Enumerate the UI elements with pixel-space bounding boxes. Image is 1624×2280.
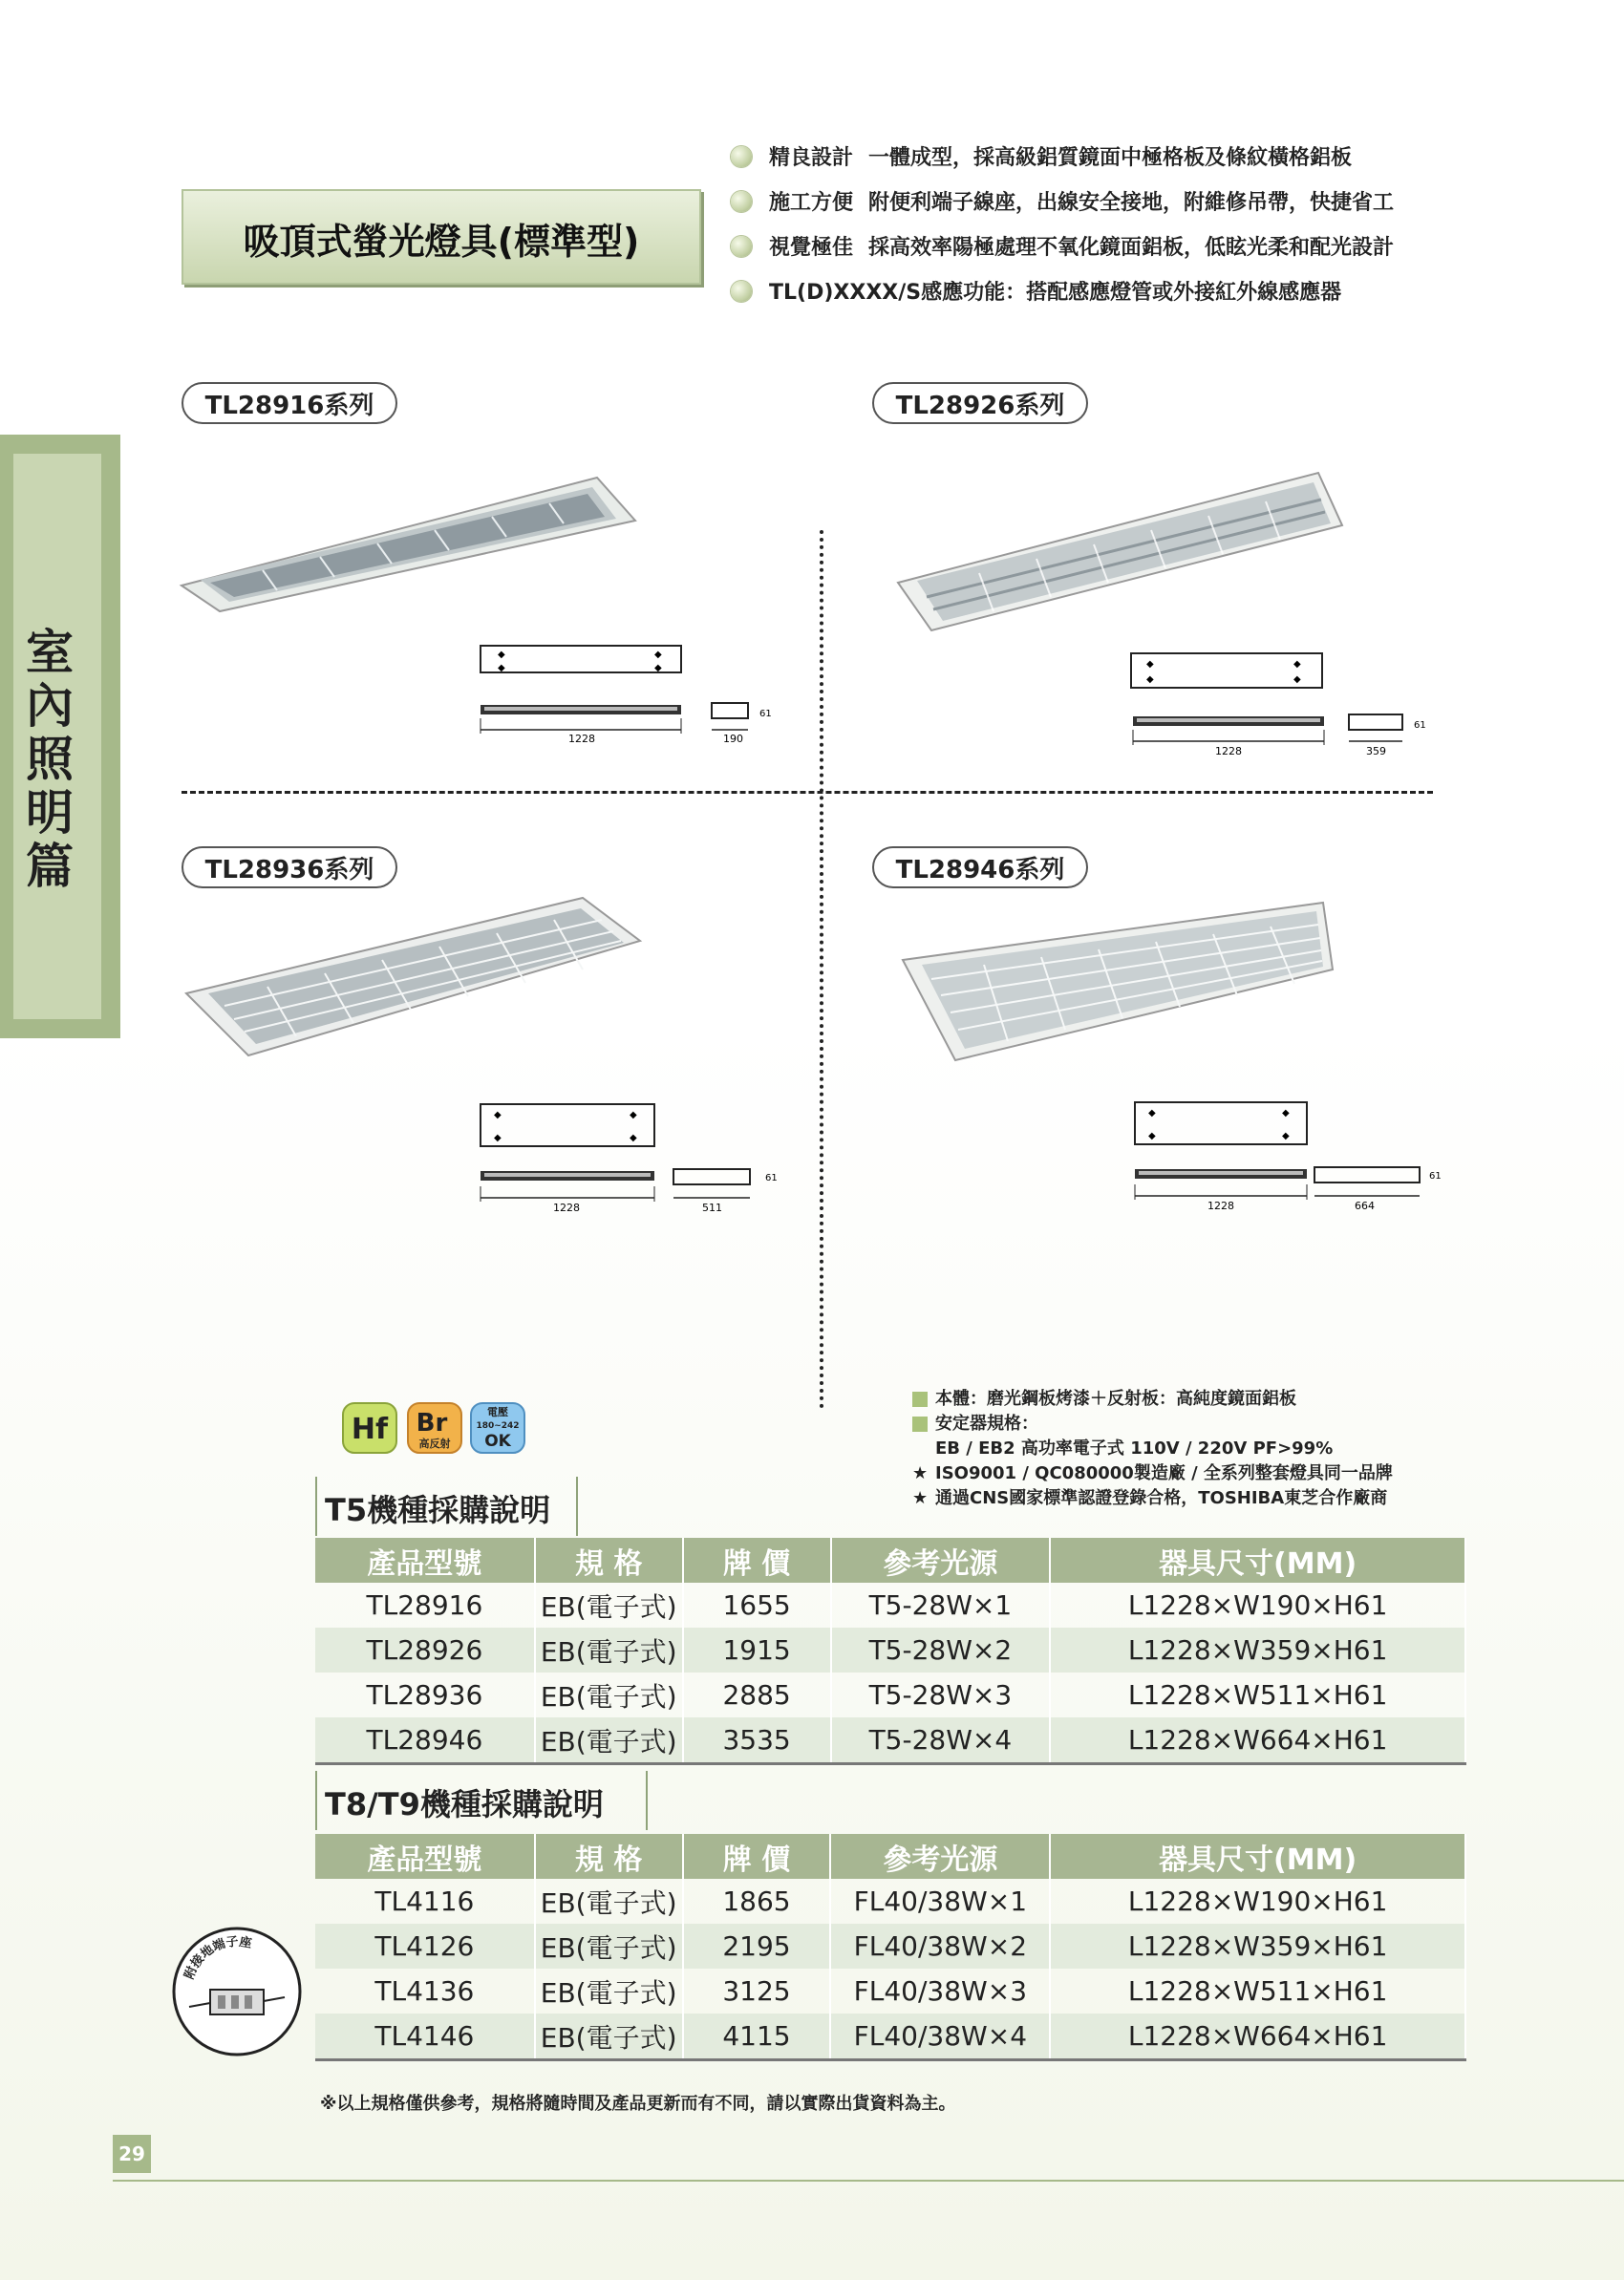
feature-text: 採高效率陽極處理不氧化鏡面鋁板，低眩光柔和配光設計 — [868, 236, 1395, 260]
fixture-image-tl28936 — [182, 893, 650, 1060]
cell-price: 3125 — [683, 1969, 831, 2014]
table-header-row — [315, 1834, 1465, 1879]
table-row — [315, 2014, 1465, 2060]
fixture-image-tl28916 — [177, 473, 645, 616]
cell-lamp: FL40/38W×1 — [830, 1879, 1050, 1924]
cell-spec: EB(電子式) — [535, 1673, 683, 1717]
horizontal-divider — [182, 791, 1433, 794]
series-label-tl28946: TL28946系列 — [872, 846, 1088, 888]
cell-price: 2885 — [683, 1673, 831, 1717]
br-badge-sub: 高反射 — [418, 1438, 451, 1450]
feature-text: 附便利端子線座，出線安全接地，附維修吊帶，快捷省工 — [868, 191, 1395, 215]
footnote: ※以上規格僅供參考，規格將隨時間及產品更新而有不同，請以實際出貨資料為主。 — [320, 2094, 956, 2114]
bullet-icon — [731, 146, 752, 167]
dim-length: 1228 — [1215, 745, 1242, 757]
cell-lamp: FL40/38W×2 — [830, 1924, 1050, 1969]
col-header-size: 器具尺寸(MM) — [1050, 1834, 1465, 1879]
cell-lamp: T5-28W×4 — [831, 1717, 1051, 1764]
side-tab-label — [25, 626, 75, 893]
t8-spec-table — [315, 1834, 1466, 2061]
title-left-rule — [315, 1771, 317, 1830]
cell-spec: EB(電子式) — [535, 1969, 683, 2014]
col-header-spec: 規 格 — [535, 1834, 683, 1879]
page-title-box — [182, 189, 701, 285]
t5-section-title-text: T5機種採購說明 — [325, 1492, 551, 1528]
cell-model: TL4116 — [315, 1879, 535, 1924]
spec-notes — [912, 1387, 1600, 1511]
cell-price: 4115 — [683, 2014, 831, 2060]
voltage-badge-ok: OK — [484, 1432, 511, 1451]
table-row — [315, 1673, 1465, 1717]
spec-note-text: 安定器規格： — [935, 1414, 1038, 1434]
col-header-model: 產品型號 — [315, 1538, 535, 1583]
col-header-lamp: 參考光源 — [830, 1834, 1050, 1879]
feature-text: TL(D)XXXX/S感應功能：搭配感應燈管或外接紅外線感應器 — [769, 281, 1342, 305]
dim-width: 190 — [723, 733, 743, 745]
vertical-divider — [820, 530, 823, 1409]
page-title: 吸頂式螢光燈具(標準型) — [243, 221, 640, 263]
cell-model: TL28926 — [315, 1628, 535, 1673]
side-tab-char: 照 — [26, 732, 74, 787]
series-label-tl28926: TL28926系列 — [872, 382, 1088, 424]
spec-note-text: 通過CNS國家標準認證登錄合格，TOSHIBA東芝合作廠商 — [935, 1488, 1388, 1508]
feature-item — [731, 224, 1591, 268]
feature-label: 精良設計 — [769, 146, 854, 170]
svg-text:◆: ◆ — [1146, 659, 1154, 670]
bullet-icon — [731, 236, 752, 257]
table-row — [315, 1717, 1465, 1764]
t8-section-title-text: T8/T9機種採購說明 — [325, 1786, 604, 1822]
cell-lamp: FL40/38W×3 — [830, 1969, 1050, 2014]
dim-height: 61 — [1429, 1171, 1442, 1182]
cell-spec: EB(電子式) — [535, 1924, 683, 1969]
fixture-image-tl28946 — [898, 898, 1347, 1065]
hf-badge-icon — [342, 1402, 397, 1454]
terminal-block-stamp-icon — [170, 1925, 304, 2058]
dim-height: 61 — [759, 709, 772, 719]
hf-badge-text: Hf — [351, 1413, 389, 1446]
cell-size: L1228×W511×H61 — [1050, 1969, 1465, 2014]
cell-size: L1228×W359×H61 — [1050, 1924, 1465, 1969]
bullet-icon — [731, 281, 752, 302]
svg-text:◆: ◆ — [1148, 1131, 1156, 1141]
spec-note-row — [912, 1412, 1600, 1437]
cell-model: TL28936 — [315, 1673, 535, 1717]
stamp-text: 附接地端子座 — [182, 1934, 253, 1982]
col-header-size: 器具尺寸(MM) — [1050, 1538, 1465, 1583]
dimension-drawing-tl28926 — [1127, 650, 1452, 764]
star-icon: ★ — [912, 1488, 929, 1508]
feature-list — [731, 134, 1591, 313]
cell-size: L1228×W511×H61 — [1050, 1673, 1465, 1717]
cell-size: L1228×W359×H61 — [1050, 1628, 1465, 1673]
bullet-icon — [731, 191, 752, 212]
dim-length: 1228 — [1207, 1200, 1234, 1212]
table-row — [315, 1583, 1465, 1628]
cell-price: 2195 — [683, 1924, 831, 1969]
cell-spec: EB(電子式) — [535, 1583, 683, 1628]
svg-text:◆: ◆ — [1148, 1108, 1156, 1119]
spec-note-row — [912, 1461, 1600, 1486]
svg-text:◆: ◆ — [494, 1110, 502, 1120]
spec-note-row — [912, 1437, 1600, 1461]
svg-text:◆: ◆ — [494, 1133, 502, 1143]
feature-label: 視覺極佳 — [769, 236, 854, 260]
dim-height: 61 — [1414, 720, 1426, 731]
series-label-tl28916: TL28916系列 — [182, 382, 397, 424]
title-left-rule — [315, 1477, 317, 1536]
br-badge-text: Br — [416, 1409, 448, 1438]
cell-size: L1228×W190×H61 — [1050, 1879, 1465, 1924]
col-header-price: 牌 價 — [683, 1834, 831, 1879]
voltage-badge-icon — [470, 1402, 525, 1454]
dimension-drawing-tl28916 — [473, 642, 798, 756]
dimension-drawing-tl28936 — [473, 1098, 798, 1223]
dim-length: 1228 — [568, 733, 595, 745]
side-tab-char: 室 — [26, 625, 74, 680]
dim-width: 359 — [1366, 745, 1386, 757]
table-row — [315, 1924, 1465, 1969]
square-bullet-icon — [912, 1417, 928, 1432]
table-row — [315, 1879, 1465, 1924]
cell-price: 1865 — [683, 1879, 831, 1924]
t5-section-title — [315, 1477, 578, 1536]
svg-text:◆: ◆ — [654, 663, 662, 673]
t5-spec-table — [315, 1538, 1466, 1765]
series-label-tl28936: TL28936系列 — [182, 846, 397, 888]
svg-text:◆: ◆ — [498, 663, 505, 673]
feature-item — [731, 179, 1591, 224]
table-header-row — [315, 1538, 1465, 1583]
dim-length: 1228 — [553, 1202, 580, 1214]
spec-note-text: ISO9001 / QC080000製造廠 / 全系列整套燈具同一品牌 — [935, 1463, 1393, 1483]
cell-model: TL28916 — [315, 1583, 535, 1628]
cell-lamp: FL40/38W×4 — [830, 2014, 1050, 2060]
cell-model: TL4146 — [315, 2014, 535, 2060]
square-bullet-icon — [912, 1392, 928, 1407]
spec-note-row — [912, 1387, 1600, 1412]
side-tab-char: 明 — [26, 785, 74, 841]
svg-text:◆: ◆ — [1282, 1131, 1290, 1141]
cell-lamp: T5-28W×2 — [831, 1628, 1051, 1673]
cell-spec: EB(電子式) — [535, 1879, 683, 1924]
cell-model: TL28946 — [315, 1717, 535, 1764]
spec-note-text: EB / EB2 高功率電子式 110V / 220V PF>99% — [935, 1438, 1334, 1459]
spec-note-row — [912, 1486, 1600, 1511]
dim-height: 61 — [765, 1173, 778, 1183]
col-header-price: 牌 價 — [683, 1538, 831, 1583]
dimension-drawing-tl28946 — [1127, 1098, 1452, 1223]
bottom-rule — [113, 2180, 1624, 2182]
col-header-lamp: 參考光源 — [831, 1538, 1051, 1583]
feature-item — [731, 134, 1591, 179]
dim-width: 511 — [702, 1202, 722, 1214]
table-row — [315, 1969, 1465, 2014]
dim-width: 664 — [1355, 1200, 1375, 1212]
svg-text:◆: ◆ — [630, 1110, 637, 1120]
svg-text:◆: ◆ — [630, 1133, 637, 1143]
spec-note-text: 本體：磨光鋼板烤漆＋反射板：高純度鏡面鋁板 — [935, 1389, 1296, 1409]
t8-section-title — [315, 1771, 648, 1830]
fixture-image-tl28926 — [893, 468, 1352, 635]
cell-size: L1228×W664×H61 — [1050, 1717, 1465, 1764]
side-tab-char: 內 — [26, 678, 74, 734]
cell-price: 1655 — [683, 1583, 831, 1628]
voltage-badge-range: 180~242 — [476, 1421, 520, 1431]
cell-model: TL4126 — [315, 1924, 535, 1969]
col-header-model: 產品型號 — [315, 1834, 535, 1879]
br-badge-icon — [407, 1402, 462, 1454]
svg-text:◆: ◆ — [1293, 674, 1301, 685]
table-row — [315, 1628, 1465, 1673]
feature-item — [731, 268, 1591, 313]
cell-spec: EB(電子式) — [535, 2014, 683, 2060]
svg-text:◆: ◆ — [1293, 659, 1301, 670]
cell-lamp: T5-28W×1 — [831, 1583, 1051, 1628]
cell-price: 3535 — [683, 1717, 831, 1764]
section-side-tab — [0, 435, 120, 1038]
svg-text:◆: ◆ — [1146, 674, 1154, 685]
cell-spec: EB(電子式) — [535, 1628, 683, 1673]
cell-model: TL4136 — [315, 1969, 535, 2014]
cell-price: 1915 — [683, 1628, 831, 1673]
voltage-badge-top: 電壓 — [487, 1406, 508, 1418]
feature-label: 施工方便 — [769, 191, 854, 215]
svg-text:◆: ◆ — [1282, 1108, 1290, 1119]
feature-text: 一體成型，採高級鋁質鏡面中極格板及條紋橫格鋁板 — [868, 146, 1353, 170]
side-tab-char: 篇 — [26, 839, 74, 894]
cell-size: L1228×W664×H61 — [1050, 2014, 1465, 2060]
col-header-spec: 規 格 — [535, 1538, 683, 1583]
cell-spec: EB(電子式) — [535, 1717, 683, 1764]
cell-size: L1228×W190×H61 — [1050, 1583, 1465, 1628]
star-icon: ★ — [912, 1463, 929, 1483]
svg-text:◆: ◆ — [498, 650, 505, 660]
page-number: 29 — [113, 2135, 151, 2173]
svg-text:◆: ◆ — [654, 650, 662, 660]
cell-lamp: T5-28W×3 — [831, 1673, 1051, 1717]
